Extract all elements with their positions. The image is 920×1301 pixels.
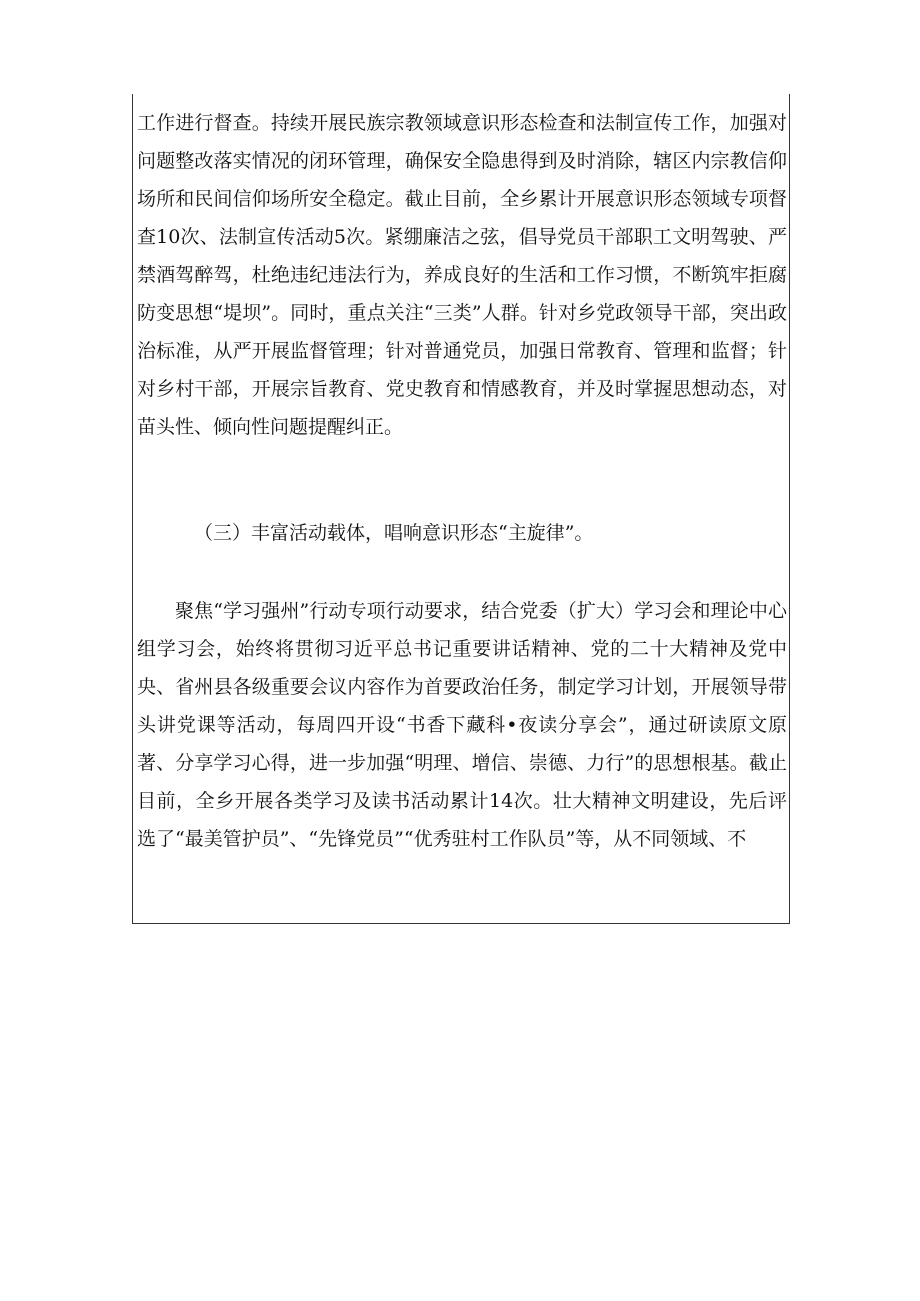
body-paragraph-1: 工作进行督查。持续开展民族宗教领域意识形态检查和法制宣传工作，加强对问题整改落实情况的闭环管理，确保安全隐患得到及时消除，辖区内宗教信仰场所和民间信仰场所安全稳定。截止目前，全乡累计开展意识形态领域专项督查10次、法制宣传活动5次。紧绷廉洁之弦，倡导党员干部职工文明驾驶、严禁酒驾醉驾，杜绝违纪违法行为，养成良好的生活和工作习惯，不断筑牢拒腐防变思想“堤坝”。同时，重点关注“三类”人群。针对乡党政领导干部，突出政治标准，从严开展监督管理；针对普通党员，加强日常教育、管理和监督；针对乡村干部，开展宗旨教育、党史教育和情感教育，并及时掌握思想动态，对苗头性、倾向性问题提醒纠正。: [137, 112, 787, 438]
section-heading: （三）丰富活动载体，唱响意识形态“主旋律”。: [194, 522, 594, 544]
body-paragraph-2: 聚焦“学习强州”行动专项行动要求，结合党委（扩大）学习会和理论中心组学习会，始终将贯彻习近平总书记重要讲话精神、党的二十大精神及党中央、省州县各级重要会议内容作为首要政治任务，制定学习计划，开展领导带头讲党课等活动，每周四开设“书香下藏科•夜读分享会”，通过研读原文原著、分享学习心得，进一步加强“明理、增信、崇德、力行”的思想根基。截止目前，全乡开展各类学习及读书活动累计14次。壮大精神文明建设，先后评选了“最美管护员”、“先锋党员”“优秀驻村工作队员”等，从不同领域、不: [137, 600, 787, 850]
